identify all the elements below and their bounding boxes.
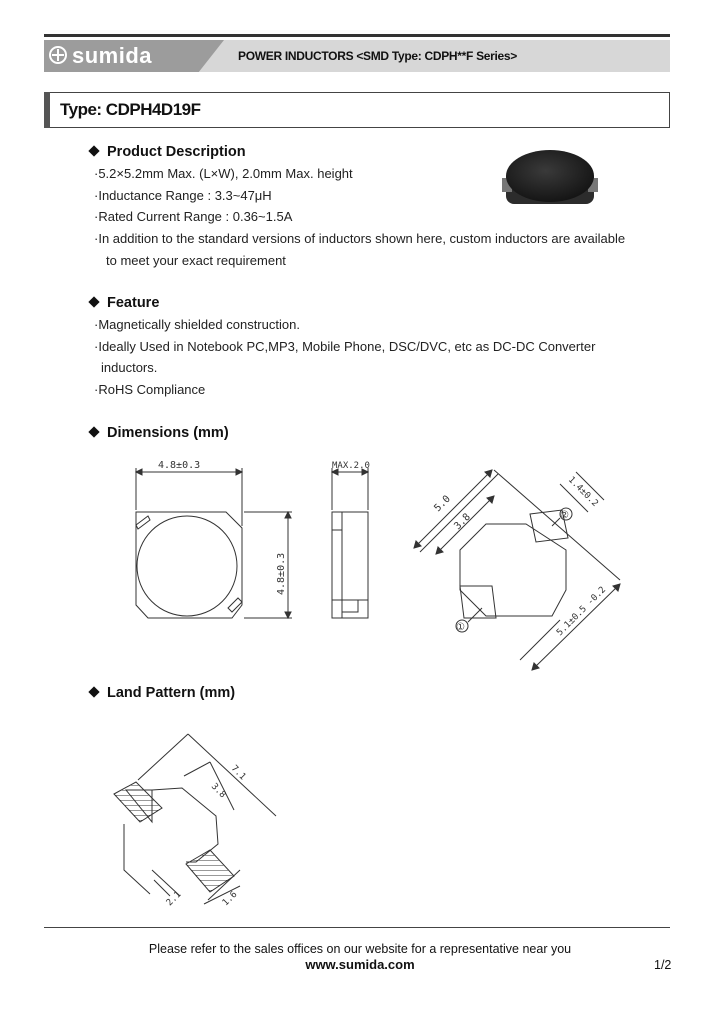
pad-hatched-left xyxy=(114,782,162,822)
header-rule xyxy=(44,34,670,37)
diamond-bullet-icon xyxy=(88,686,99,697)
feature-line: inductors. xyxy=(101,360,158,375)
feature-heading: Feature xyxy=(90,295,159,311)
land-pattern-heading: Land Pattern (mm) xyxy=(90,685,235,701)
dim-side-height: 4.8±0.3 xyxy=(276,552,287,595)
top-view xyxy=(136,468,292,618)
footer-rule xyxy=(44,927,670,928)
pin-2-label: ② xyxy=(560,510,569,521)
desc-line: to meet your exact requirement xyxy=(106,253,286,268)
type-title: Type: CDPH4D19F xyxy=(60,100,201,119)
dim-diag-51: 5.1±0.5 -0.2 xyxy=(555,585,609,639)
feature-line: ·RoHS Compliance xyxy=(94,382,206,397)
dimensions-heading: Dimensions (mm) xyxy=(90,425,229,441)
land-pattern-drawing xyxy=(100,720,300,920)
desc-line: ·Inductance Range : 3.3~47μH xyxy=(94,188,272,203)
header-title: POWER INDUCTORS <SMD Type: CDPH**F Series> xyxy=(238,49,518,63)
feature-line: ·Ideally Used in Notebook PC,MP3, Mobile Phone, DSC/DVC, etc as DC-DC Converter xyxy=(94,339,596,354)
land-overall-label: 7.1 xyxy=(228,763,248,783)
dim-diag-50: 5.0 xyxy=(432,493,453,515)
pad-hatched-right xyxy=(186,850,234,892)
dim-top-width: 4.8±0.3 xyxy=(158,460,201,471)
diamond-bullet-icon xyxy=(88,296,99,307)
sumida-logo-icon xyxy=(48,45,68,65)
type-accent-bar xyxy=(44,92,50,128)
diamond-bullet-icon xyxy=(88,145,99,156)
footer-url-link[interactable]: www.sumida.com xyxy=(305,957,415,972)
dim-pad-width: 1.4±0.2 xyxy=(565,475,600,509)
brand-name: sumida xyxy=(72,43,153,68)
feature-line: ·Magnetically shielded construction. xyxy=(94,317,300,332)
desc-line: ·5.2×5.2mm Max. (L×W), 2.0mm Max. height xyxy=(94,166,353,181)
product-photo xyxy=(500,144,600,216)
product-description-heading: Product Description xyxy=(90,144,246,160)
footer-note: Please refer to the sales offices on our website for a representative near you xyxy=(148,942,572,956)
desc-line: ·In addition to the standard versions of inductors shown here, custom inductors are available xyxy=(94,231,626,246)
dim-diag-38: 3.8 xyxy=(452,511,473,533)
land-pad-a-label: 2.1 xyxy=(164,889,184,909)
pin-1-label: ① xyxy=(456,622,465,633)
page-number: 1/2 xyxy=(654,958,672,972)
dimensions-drawing xyxy=(120,450,640,680)
desc-line: ·Rated Current Range : 0.36~1.5A xyxy=(94,209,293,224)
land-pad-b-label: 1.6 xyxy=(220,889,240,909)
side-view xyxy=(332,468,368,618)
dim-max-height: MAX.2.0 xyxy=(332,461,370,471)
land-inner-label: 3.8 xyxy=(208,781,228,801)
diamond-bullet-icon xyxy=(88,426,99,437)
